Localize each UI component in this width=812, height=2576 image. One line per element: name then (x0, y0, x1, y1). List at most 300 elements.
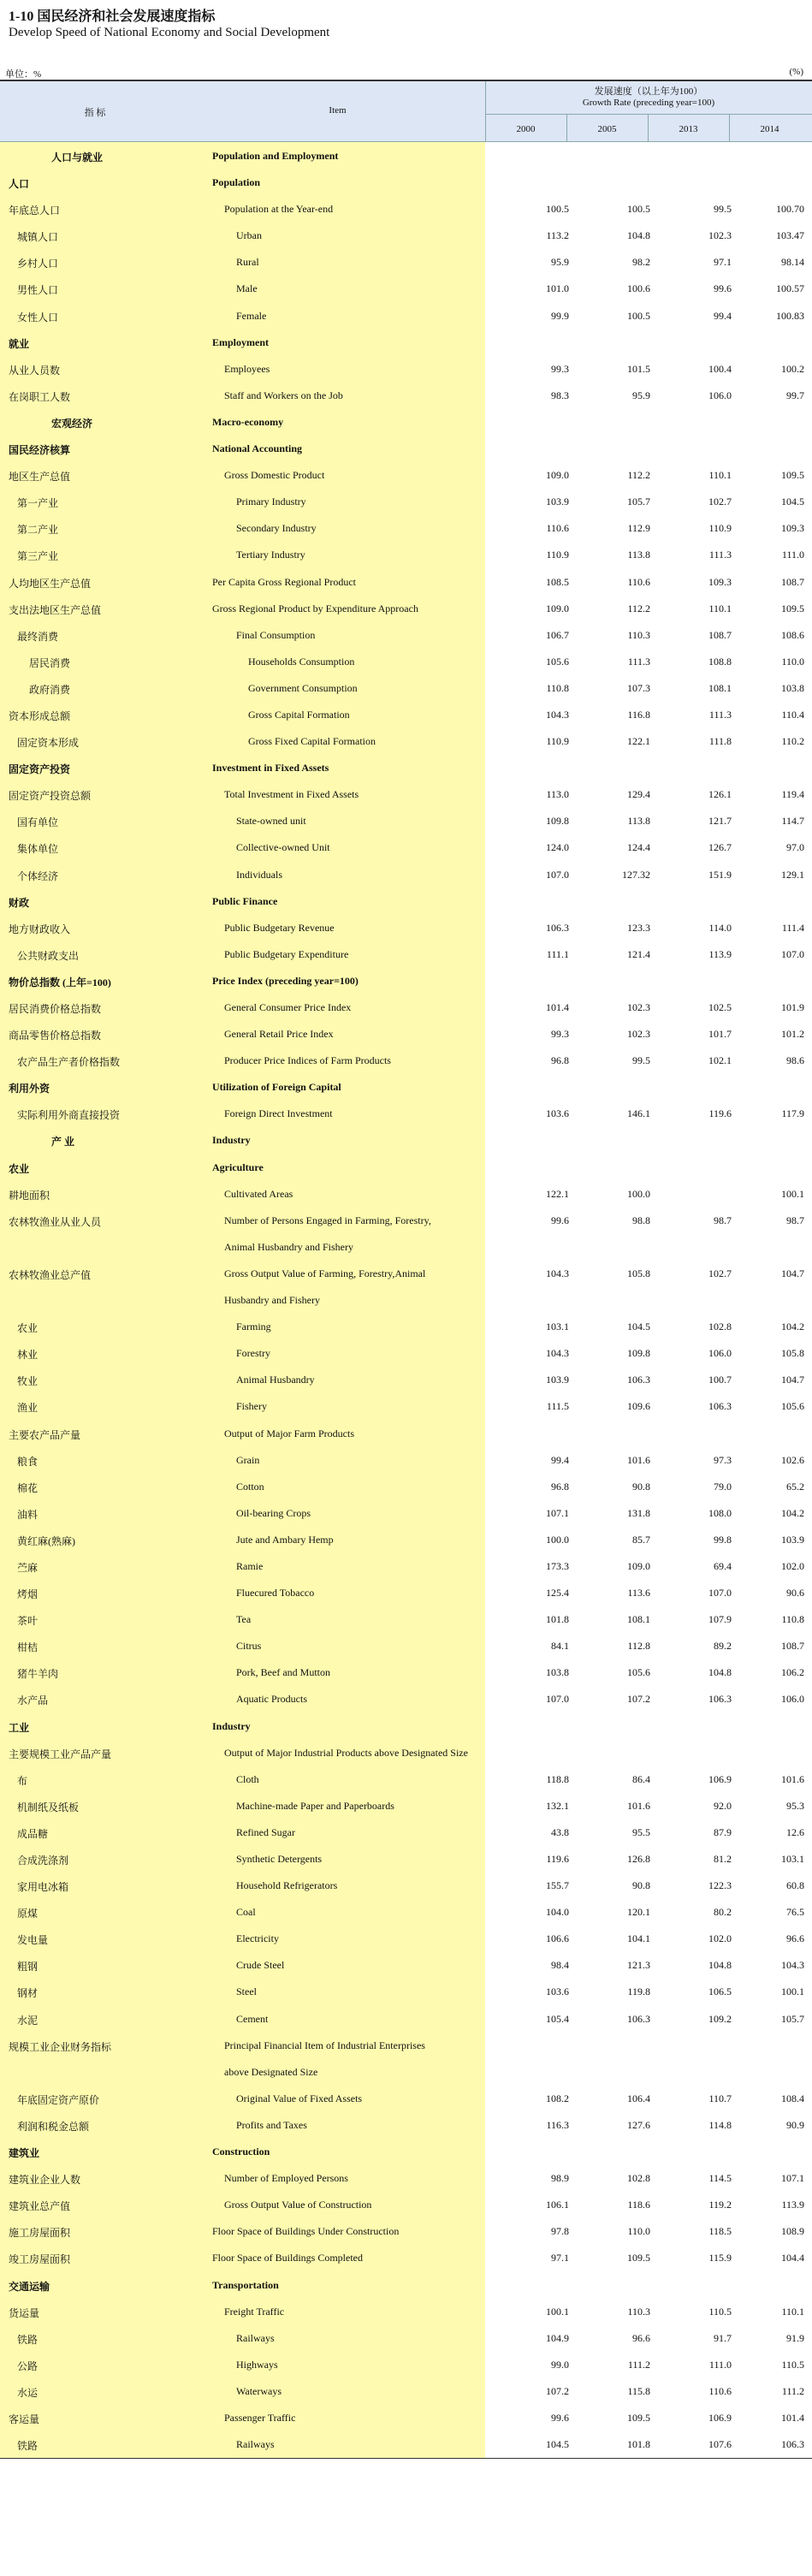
cell-value: 107.0 (781, 947, 804, 960)
table-row (0, 2298, 812, 2324)
cell-value: 99.6 (551, 2411, 569, 2424)
cell-value: 92.0 (714, 1799, 732, 1812)
row-label-en: Staff and Workers on the Job (224, 389, 343, 401)
table-row (0, 887, 812, 914)
cell-value: 110.6 (546, 522, 569, 535)
row-label-cn: 家用电冰箱 (17, 1881, 69, 1894)
table-header (0, 81, 812, 142)
title-chinese: 1-10 国民经济和社会发展速度指标 (9, 9, 216, 24)
table-row (0, 382, 812, 408)
cell-value: 127.6 (627, 2118, 650, 2131)
row-label-en: Total Investment in Fixed Assets (224, 788, 359, 801)
table-row (0, 2324, 812, 2351)
cell-value: 99.6 (551, 1214, 569, 1226)
cell-value: 120.1 (627, 1906, 650, 1919)
row-label-en: Grain (236, 1453, 260, 1466)
cell-value: 111.4 (781, 921, 804, 934)
cell-value: 101.9 (781, 1001, 804, 1013)
cell-value: 98.6 (786, 1054, 804, 1067)
table-row (0, 1845, 812, 1872)
row-label-en: Principal Financial Item of Industrial Enterprises (224, 2039, 425, 2051)
header-year: 2005 (597, 124, 617, 134)
cell-value: 108.7 (781, 1640, 804, 1653)
cell-value: 122.1 (546, 1187, 569, 1200)
cell-value: 129.1 (781, 868, 804, 881)
cell-value: 98.7 (786, 1214, 804, 1226)
table-row (0, 1313, 812, 1339)
cell-value: 98.8 (632, 1214, 650, 1226)
cell-value: 106.3 (627, 1374, 650, 1386)
row-label-en: Population at the Year-end (224, 203, 334, 216)
row-label-en: Animal Husbandry (236, 1374, 315, 1386)
cell-value: 98.14 (781, 256, 804, 269)
row-label-cn: 地区生产总值 (9, 471, 71, 484)
cell-value: 155.7 (546, 1879, 569, 1892)
table-row (0, 1073, 812, 1100)
table-row (0, 1339, 812, 1366)
cell-value: 106.9 (708, 2411, 732, 2424)
table-row (0, 1446, 812, 1473)
table-row (0, 1420, 812, 1446)
table-row (0, 2377, 812, 2404)
table-row (0, 2032, 812, 2058)
row-label-cn: 农林牧渔业总产值 (9, 1268, 92, 1281)
cell-value: 116.8 (627, 708, 650, 721)
row-label-cn: 原煤 (17, 1908, 39, 1920)
cell-value: 102.0 (781, 1559, 804, 1572)
cell-value: 100.5 (546, 203, 569, 216)
cell-value: 110.4 (781, 708, 804, 721)
row-label-en: Investment in Fixed Assets (212, 762, 329, 775)
table-row (0, 1233, 812, 1260)
table-row (0, 488, 812, 514)
row-label-cn: 实际利用外商直接投资 (17, 1109, 121, 1122)
cell-value: 111.3 (708, 708, 732, 721)
cell-value: 110.5 (781, 2358, 804, 2371)
header-indicator: 指 标 (84, 108, 106, 118)
cell-value: 104.5 (546, 2438, 569, 2451)
cell-value: 101.0 (546, 282, 569, 295)
cell-value: 102.5 (708, 1001, 732, 1013)
cell-value: 99.4 (714, 309, 732, 322)
table-row (0, 1978, 812, 2004)
cell-value: 125.4 (546, 1587, 569, 1600)
table-row (0, 2404, 812, 2431)
table-row (0, 408, 812, 435)
table-row (0, 2271, 812, 2298)
cell-value: 100.2 (781, 362, 804, 375)
table-row (0, 621, 812, 648)
row-label-en: Producer Price Indices of Farm Products (224, 1054, 391, 1067)
cell-value: 126.8 (627, 1853, 650, 1865)
cell-value: 108.2 (546, 2092, 569, 2104)
cell-value: 110.0 (627, 2225, 650, 2238)
row-label-en: Industry (212, 1719, 251, 1732)
row-label-en: Number of Persons Engaged in Farming, Forestry, (224, 1214, 431, 1226)
cell-value: 107.0 (708, 1587, 732, 1600)
cell-value: 112.2 (627, 469, 650, 482)
row-label-en: Urban (236, 229, 262, 242)
cell-value: 132.1 (546, 1799, 569, 1812)
cell-value: 100.6 (627, 282, 650, 295)
row-label-en: Rural (236, 256, 259, 269)
row-label-cn: 就业 (9, 337, 30, 350)
cell-value: 95.9 (551, 256, 569, 269)
cell-value: 104.8 (708, 1666, 732, 1679)
row-label-en: Gross Domestic Product (224, 469, 325, 482)
row-label-cn: 个体经济 (17, 870, 59, 882)
row-label-en: Farming (236, 1321, 271, 1333)
row-label-cn: 政府消费 (29, 683, 71, 696)
table-row (0, 1526, 812, 1552)
cell-value: 101.6 (627, 1453, 650, 1466)
cell-value: 106.1 (546, 2199, 569, 2211)
cell-value: 100.83 (776, 309, 804, 322)
row-label-cn: 最终消费 (17, 630, 59, 643)
cell-value: 106.3 (546, 921, 569, 934)
table-row (0, 2191, 812, 2217)
row-label-en: Steel (236, 1985, 257, 1998)
row-label-cn: 布 (17, 1774, 28, 1787)
table-row (0, 275, 812, 301)
cell-value: 102.7 (708, 496, 732, 508)
cell-value: 121.3 (627, 1959, 650, 1972)
row-label-cn: 在岗职工人数 (9, 390, 71, 403)
row-label-cn: 宏观经济 (51, 417, 93, 430)
row-label-en: Public Budgetary Expenditure (224, 947, 349, 960)
cell-value: 113.8 (627, 815, 650, 828)
row-label-en: Passenger Traffic (224, 2411, 296, 2424)
table-row (0, 195, 812, 222)
row-label-cn: 建筑业总产值 (9, 2200, 71, 2213)
cell-value: 118.6 (627, 2199, 650, 2211)
row-label-en: Population (212, 176, 261, 189)
cell-value: 95.5 (632, 1825, 650, 1838)
row-label-cn: 油料 (17, 1508, 39, 1521)
table-row (0, 674, 812, 701)
cell-value: 110.3 (627, 628, 650, 641)
row-label-cn: 建筑业企业人数 (9, 2174, 81, 2187)
row-label-en: Machine-made Paper and Paperboards (236, 1799, 394, 1812)
row-label-en: Government Consumption (248, 681, 358, 694)
row-label-en: Tertiary Industry (236, 549, 305, 561)
row-label-en: Jute and Ambary Hemp (236, 1533, 334, 1546)
cell-value: 79.0 (714, 1480, 732, 1493)
row-label-cn: 第三产业 (17, 550, 59, 563)
table-row (0, 2111, 812, 2138)
table-row (0, 1951, 812, 1978)
cell-value: 84.1 (551, 1640, 569, 1653)
cell-value: 87.9 (714, 1825, 732, 1838)
cell-value: 99.9 (551, 309, 569, 322)
cell-value: 90.8 (632, 1879, 650, 1892)
row-label-en: Citrus (236, 1640, 262, 1653)
cell-value: 114.8 (708, 2118, 732, 2131)
table-row (0, 1499, 812, 1526)
table-row (0, 169, 812, 195)
cell-value: 123.3 (627, 921, 650, 934)
table-row (0, 1925, 812, 1951)
cell-value: 90.8 (632, 1480, 650, 1493)
row-label-en: Ramie (236, 1559, 264, 1572)
table-row (0, 1632, 812, 1659)
cell-value: 113.6 (627, 1587, 650, 1600)
header-growth-rate (485, 86, 812, 109)
cell-value: 108.4 (781, 2092, 804, 2104)
row-label-cn: 水泥 (17, 2014, 39, 2027)
cell-value: 111.3 (627, 655, 650, 668)
cell-value: 109.5 (781, 469, 804, 482)
row-label-en: Electricity (236, 1932, 279, 1945)
cell-value: 124.4 (627, 841, 650, 854)
table-row (0, 2431, 812, 2457)
cell-value: 105.6 (546, 655, 569, 668)
row-label-en: Husbandry and Fishery (224, 1294, 320, 1307)
cell-value: 101.7 (708, 1028, 732, 1041)
table-row (0, 781, 812, 807)
row-label-cn: 物价总指数 (上年=100) (9, 976, 111, 988)
row-label-en: Output of Major Farm Products (224, 1427, 354, 1439)
row-label-en: Price Index (preceding year=100) (212, 974, 359, 987)
cell-value: 110.2 (781, 735, 804, 748)
row-label-cn: 柑桔 (17, 1641, 39, 1654)
cell-value: 105.7 (627, 496, 650, 508)
row-label-cn: 烤烟 (17, 1588, 39, 1601)
cell-value: 108.6 (781, 628, 804, 641)
row-label-en: General Consumer Price Index (224, 1001, 352, 1013)
table-row (0, 1659, 812, 1685)
cell-value: 107.3 (627, 681, 650, 694)
cell-value: 113.2 (546, 229, 569, 242)
row-label-en: Male (236, 282, 258, 295)
table-row (0, 754, 812, 781)
cell-value: 119.6 (546, 1853, 569, 1865)
cell-value: 107.0 (546, 868, 569, 881)
table-row (0, 1579, 812, 1606)
cell-value: 111.2 (781, 2384, 804, 2397)
cell-value: 109.3 (708, 575, 732, 588)
cell-value: 103.9 (781, 1533, 804, 1546)
cell-value: 97.1 (714, 256, 732, 269)
cell-value: 104.2 (781, 1506, 804, 1519)
divider (566, 114, 567, 141)
cell-value: 65.2 (786, 1480, 804, 1493)
cell-value: 106.3 (708, 1693, 732, 1706)
table-row (0, 1047, 812, 1073)
cell-value: 119.4 (781, 788, 804, 801)
row-label-en: Crude Steel (236, 1959, 285, 1972)
cell-value: 104.5 (627, 1321, 650, 1333)
cell-value: 106.2 (781, 1666, 804, 1679)
table-row (0, 435, 812, 461)
table-row (0, 1898, 812, 1925)
cell-value: 76.5 (786, 1906, 804, 1919)
cell-value: 111.8 (708, 735, 732, 748)
cell-value: 106.3 (708, 1400, 732, 1413)
cell-value: 110.8 (781, 1613, 804, 1626)
cell-value: 106.0 (708, 1347, 732, 1360)
cell-value: 107.2 (546, 2384, 569, 2397)
cell-value: 99.3 (551, 362, 569, 375)
cell-value: 126.1 (708, 788, 732, 801)
row-label-cn: 渔业 (17, 1402, 39, 1415)
row-label-cn: 牧业 (17, 1375, 39, 1388)
row-label-cn: 农业 (9, 1162, 30, 1175)
row-label-cn: 女性人口 (17, 311, 59, 323)
table-row (0, 727, 812, 754)
cell-value: 104.0 (546, 1906, 569, 1919)
row-label-cn: 工业 (9, 1721, 30, 1734)
cell-value: 109.0 (546, 469, 569, 482)
cell-value: 105.4 (546, 2012, 569, 2025)
unit-label: 单位：% (5, 69, 42, 80)
cell-value: 109.5 (627, 2411, 650, 2424)
row-label-cn: 人口与就业 (51, 151, 104, 163)
cell-value: 101.6 (781, 1772, 804, 1785)
cell-value: 113.0 (546, 788, 569, 801)
row-label-cn: 居民消费 (29, 656, 71, 669)
cell-value: 100.1 (781, 1187, 804, 1200)
cell-value: 109.6 (627, 1400, 650, 1413)
cell-value: 104.7 (781, 1267, 804, 1279)
cell-value: 104.1 (627, 1932, 650, 1945)
cell-value: 98.7 (714, 1214, 732, 1226)
cell-value: 104.3 (546, 1267, 569, 1279)
row-label-cn: 水产品 (17, 1695, 49, 1707)
divider (648, 114, 649, 141)
cell-value: 100.1 (781, 1985, 804, 1998)
cell-value: 108.7 (781, 575, 804, 588)
table-row (0, 355, 812, 382)
table-row (0, 1766, 812, 1792)
table-row (0, 834, 812, 860)
table-row (0, 1020, 812, 1047)
row-label-en: Fishery (236, 1400, 267, 1413)
cell-value: 121.4 (627, 947, 650, 960)
row-label-cn: 公共财政支出 (17, 949, 80, 962)
row-label-cn: 商品零售价格总指数 (9, 1030, 102, 1042)
row-label-en: Cloth (236, 1772, 259, 1785)
table-row (0, 2005, 812, 2032)
cell-value: 104.5 (781, 496, 804, 508)
cell-value: 102.8 (627, 2172, 650, 2185)
cell-value: 107.0 (546, 1693, 569, 1706)
row-label-en: Employment (212, 335, 269, 348)
row-label-cn: 利润和税金总额 (17, 2120, 90, 2133)
table-row (0, 222, 812, 248)
header-year: 2013 (679, 124, 698, 134)
table-row (0, 541, 812, 567)
indicator-table (0, 80, 812, 2457)
row-label-cn: 年底总人口 (9, 205, 61, 217)
cell-value: 102.3 (627, 1001, 650, 1013)
row-label-en: Individuals (236, 868, 282, 881)
cell-value: 104.8 (627, 229, 650, 242)
cell-value: 115.8 (627, 2384, 650, 2397)
cell-value: 113.9 (781, 2199, 804, 2211)
cell-value: 105.7 (781, 2012, 804, 2025)
table-row (0, 1473, 812, 1499)
row-label-en: Public Finance (212, 894, 278, 907)
row-label-en: Public Budgetary Revenue (224, 921, 335, 934)
cell-value: 107.9 (708, 1613, 732, 1626)
cell-value: 96.8 (551, 1480, 569, 1493)
cell-value: 100.57 (776, 282, 804, 295)
cell-value: 99.6 (714, 282, 732, 295)
cell-value: 106.0 (781, 1693, 804, 1706)
row-label-en: Gross Regional Product by Expenditure Approach (212, 602, 418, 614)
row-label-en: Waterways (236, 2384, 282, 2397)
title-english: Develop Speed of National Economy and Social Development (9, 26, 330, 39)
cell-value: 100.5 (627, 309, 650, 322)
cell-value: 105.8 (781, 1347, 804, 1360)
cell-value: 113.8 (627, 549, 650, 561)
row-label-en: Primary Industry (236, 496, 306, 508)
row-label-cn: 支出法地区生产总值 (9, 603, 102, 616)
row-label-cn: 年底固定资产原价 (17, 2093, 100, 2106)
cell-value: 108.9 (781, 2225, 804, 2238)
cell-value: 90.6 (786, 1587, 804, 1600)
cell-value: 106.7 (546, 628, 569, 641)
cell-value: 104.7 (781, 1374, 804, 1386)
row-label-cn: 第二产业 (17, 524, 59, 537)
cell-value: 100.0 (546, 1533, 569, 1546)
cell-value: 110.5 (708, 2305, 732, 2318)
row-label-cn: 农业 (17, 1322, 39, 1335)
table-row (0, 2164, 812, 2191)
table-row (0, 2085, 812, 2111)
table-row (0, 914, 812, 941)
row-label-cn: 钢材 (17, 1987, 39, 2000)
row-label-en: State-owned unit (236, 815, 306, 828)
row-label-en: National Accounting (212, 442, 303, 455)
row-label-cn: 农产品生产者价格指数 (17, 1056, 121, 1069)
cell-value: 43.8 (551, 1825, 569, 1838)
cell-value: 114.7 (781, 815, 804, 828)
row-label-cn: 粮食 (17, 1455, 39, 1468)
cell-value: 111.3 (708, 549, 732, 561)
cell-value: 106.3 (781, 2438, 804, 2451)
table-row (0, 648, 812, 674)
cell-value: 90.9 (786, 2118, 804, 2131)
row-label-cn: 铁路 (17, 2440, 39, 2453)
table-row (0, 861, 812, 887)
cell-value: 110.1 (708, 602, 732, 614)
cell-value: 86.4 (632, 1772, 650, 1785)
row-label-en: Refined Sugar (236, 1825, 295, 1838)
cell-value: 105.6 (627, 1666, 650, 1679)
table-bottom-rule (0, 2458, 812, 2459)
cell-value: 102.3 (627, 1028, 650, 1041)
cell-value: 98.3 (551, 389, 569, 401)
header-growth-en: Growth Rate (preceding year=100) (582, 98, 715, 108)
row-label-en: Aquatic Products (236, 1693, 307, 1706)
cell-value: 107.2 (627, 1693, 650, 1706)
cell-value: 102.6 (781, 1453, 804, 1466)
row-label-cn: 交通运输 (9, 2280, 50, 2293)
cell-value: 113.9 (708, 947, 732, 960)
cell-value: 119.2 (708, 2199, 732, 2211)
cell-value: 99.5 (714, 203, 732, 216)
row-label-cn: 固定资产投资总额 (9, 790, 92, 803)
cell-value: 114.5 (708, 2172, 732, 2185)
row-label-cn: 集体单位 (17, 843, 59, 856)
divider (485, 114, 812, 115)
cell-value: 99.7 (786, 389, 804, 401)
cell-value: 122.1 (627, 735, 650, 748)
table-row (0, 1366, 812, 1392)
row-label-en: Output of Major Industrial Products above Designated Size (224, 1746, 468, 1759)
